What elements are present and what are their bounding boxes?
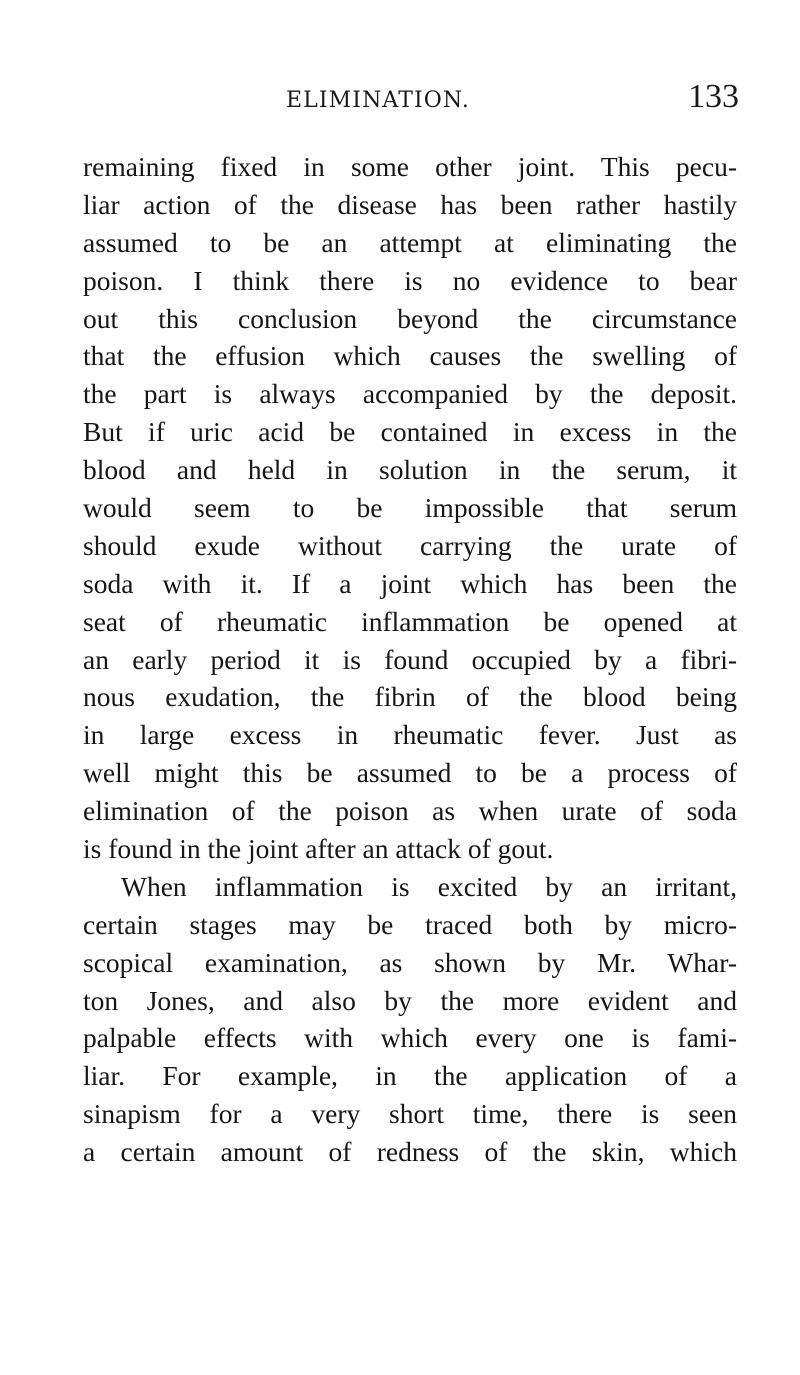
text-line: assumed to be an attempt at eliminating the bbox=[83, 226, 737, 258]
text-line: should exude without carrying the urate of bbox=[83, 529, 737, 561]
text-line: soda with it. If a joint which has been the bbox=[83, 567, 737, 599]
running-head bbox=[0, 80, 800, 120]
running-title: ELIMINATION. bbox=[286, 88, 470, 113]
text-line: scopical examination, as shown by Mr. Whar- bbox=[83, 946, 737, 978]
text-line: out this conclusion beyond the circumstance bbox=[83, 302, 737, 334]
text-line: seat of rheumatic inflammation be opened at bbox=[83, 605, 737, 637]
text-line: a certain amount of redness of the skin, which bbox=[83, 1136, 737, 1168]
text-line: is found in the joint after an attack of gout. bbox=[83, 833, 554, 865]
text-line: that the effusion which causes the swelling of bbox=[83, 340, 737, 372]
text-line: an early period it is found occupied by a fibri- bbox=[83, 643, 737, 675]
text-line: elimination of the poison as when urate of soda bbox=[83, 795, 737, 827]
text-line: in large excess in rheumatic fever. Just as bbox=[83, 719, 737, 751]
text-line: blood and held in solution in the serum, it bbox=[83, 454, 737, 486]
text-line: the part is always accompanied by the deposit. bbox=[83, 378, 737, 410]
text-line: When inflammation is excited by an irritant, bbox=[121, 870, 737, 902]
text-line: sinapism for a very short time, there is seen bbox=[83, 1098, 737, 1130]
text-line: liar action of the disease has been rather hastily bbox=[83, 188, 737, 220]
text-line: certain stages may be traced both by micro- bbox=[83, 908, 737, 940]
body-text bbox=[83, 148, 737, 1168]
page-number: 133 bbox=[688, 78, 739, 115]
text-line: palpable effects with which every one is fami- bbox=[83, 1022, 737, 1054]
text-line: well might this be assumed to be a process of bbox=[83, 757, 737, 789]
text-line: poison. I think there is no evidence to bear bbox=[83, 264, 737, 296]
text-line: But if uric acid be contained in excess in the bbox=[83, 416, 737, 448]
text-line: would seem to be impossible that serum bbox=[83, 492, 737, 524]
text-line: ton Jones, and also by the more evident and bbox=[83, 984, 737, 1016]
text-line: remaining fixed in some other joint. This pecu- bbox=[83, 151, 737, 182]
text-line: nous exudation, the fibrin of the blood being bbox=[83, 681, 737, 713]
text-line: liar. For example, in the application of a bbox=[83, 1060, 737, 1092]
